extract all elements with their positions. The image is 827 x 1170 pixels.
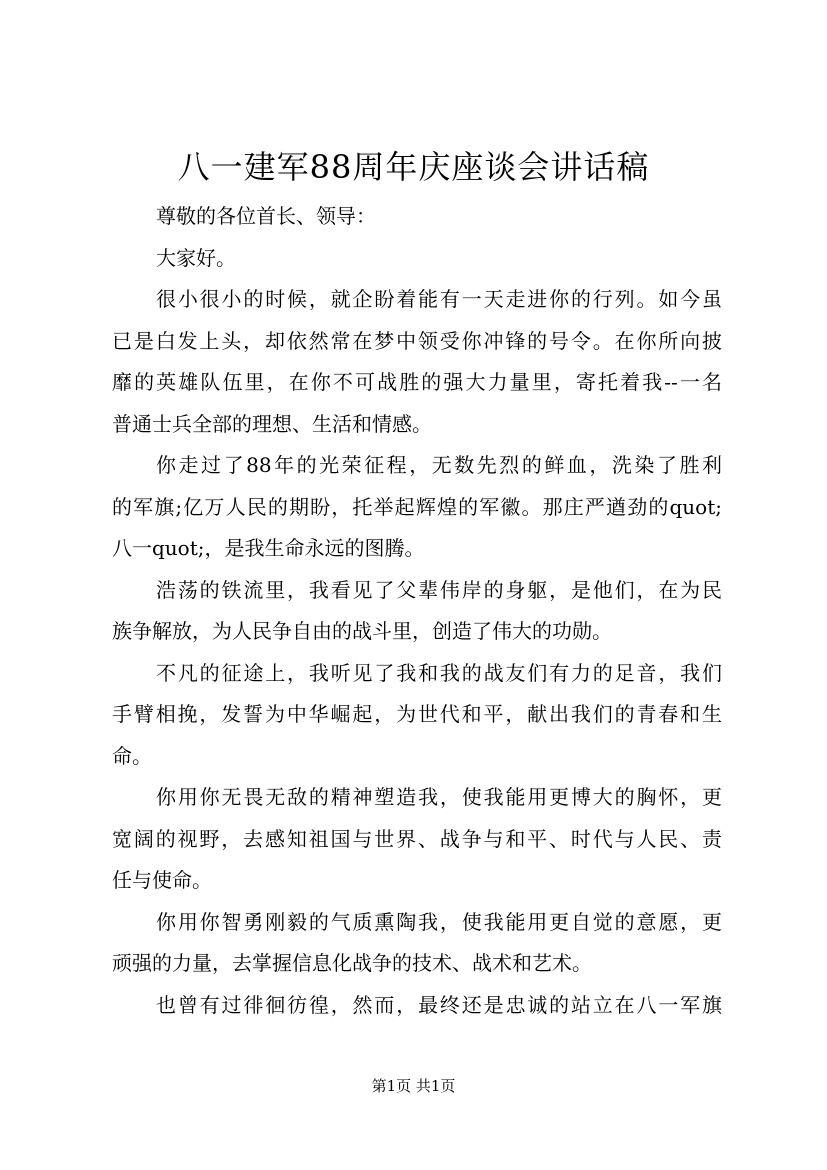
paragraph-line: 也曾有过徘徊彷徨，然而，最终还是忠诚的站立在八一军旗 [156,992,722,1017]
paragraph-line: 手臂相挽，发誓为中华崛起，为世代和平，献出我们的青春和生 [112,702,722,726]
paragraph-line: 你走过了88年的光荣征程，无数先烈的鲜血，洗染了胜利 [156,453,722,477]
salutation-line: 尊敬的各位首长、领导： [156,204,376,228]
paragraph-line: 顽强的力量，去掌握信息化战争的技术、战术和艺术。 [112,951,592,975]
paragraph-line: 八一quot;，是我生命永远的图腾。 [112,536,425,560]
paragraph-line: 的军旗;亿万人民的期盼，托举起辉煌的军徽。那庄严遒劲的quot; [112,494,722,519]
document-body [112,196,722,1026]
greeting-line: 大家好。 [156,245,236,270]
paragraph-line: 浩荡的铁流里，我看见了父辈伟岸的身躯，是他们，在为民 [156,577,722,602]
paragraph-line: 普通士兵全部的理想、生活和情感。 [112,411,432,436]
paragraph-line: 你用你无畏无敌的精神塑造我，使我能用更博大的胸怀，更 [156,785,722,809]
paragraph-line: 已是白发上头，却依然常在梦中领受你冲锋的号令。在你所向披 [112,328,722,353]
paragraph-line: 你用你智勇刚毅的气质熏陶我，使我能用更自觉的意愿，更 [156,909,722,934]
paragraph-line: 靡的英雄队伍里，在你不可战胜的强大力量里，寄托着我--一名 [112,370,722,394]
paragraph-line: 族争解放，为人民争自由的战斗里，创造了伟大的功勋。 [112,619,612,643]
paragraph-line: 宽阔的视野，去感知祖国与世界、战争与和平、时代与人民、责 [112,826,722,851]
paragraph-line: 命。 [112,743,152,768]
paragraph-line: 很小很小的时候，就企盼着能有一天走进你的行列。如今虽 [156,287,722,311]
paragraph-line: 不凡的征途上，我听见了我和我的战友们有力的足音，我们 [156,660,722,685]
paragraph-line: 任与使命。 [112,868,212,892]
page-number-footer: 第1页 共1页 [371,1077,456,1095]
document-title: 八一建军88周年庆座谈会讲话稿 [177,148,650,186]
